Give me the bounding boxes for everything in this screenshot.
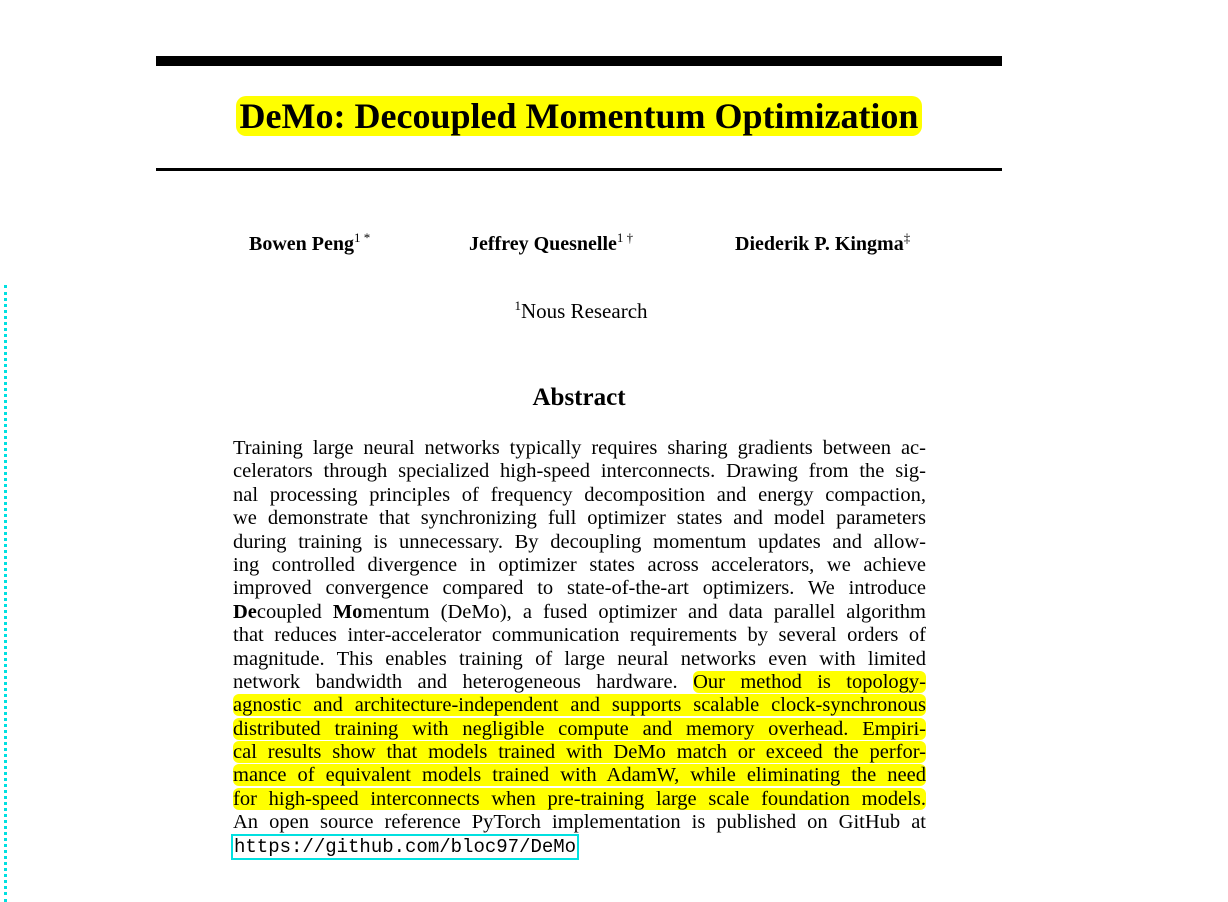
abstract-line [233, 601, 926, 624]
abstract-line [233, 764, 926, 787]
abstract-line: that reduces inter-accelerator communication requirements by several orders of [233, 624, 926, 647]
author-marks: 1 † [616, 230, 634, 245]
highlighted-text: cal results show that models trained with DeMo match or exceed the perfor- [233, 741, 926, 764]
abstract-text: network bandwidth and heterogeneous hardware. [233, 670, 694, 693]
author-2 [469, 230, 633, 256]
abstract-text: coupled [256, 600, 333, 623]
author-name: Bowen Peng [249, 233, 354, 255]
abstract-line: improved convergence compared to state-of-the-art optimizers. We introduce [233, 577, 926, 600]
title-top-rule [156, 56, 1002, 66]
highlighted-text: mance of equivalent models trained with AdamW, while eliminating the need [233, 764, 926, 787]
author-marks: 1 * [354, 230, 371, 245]
highlighted-text: Our method is topology- [693, 670, 927, 693]
abstract-line [233, 694, 926, 717]
abstract-line [233, 788, 926, 811]
abstract-line: Training large neural networks typically requires sharing gradients between ac- [233, 437, 926, 459]
author-1 [249, 230, 370, 256]
author-marks: ‡ [903, 230, 911, 245]
abstract-line: celerators through specialized high-speed interconnects. Drawing from the sig- [233, 460, 926, 483]
margin-guide [4, 285, 7, 902]
abstract-line [233, 671, 926, 694]
abstract-line: magnitude. This enables training of large neural networks even with limited [233, 647, 926, 670]
author-name: Diederik P. Kingma [735, 233, 904, 255]
author-name: Jeffrey Quesnelle [469, 233, 617, 255]
title-bottom-rule [156, 168, 1002, 171]
paper-title: DeMo: Decoupled Momentum Optimization [236, 96, 923, 136]
paper-title-container [0, 94, 1158, 138]
abstract-text: mentum (DeMo), a fused optimizer and data parallel algorithm [362, 600, 926, 623]
abstract-line: nal processing principles of frequency decomposition and energy compaction, [233, 483, 926, 506]
highlighted-text: for high-speed interconnects when pre-training large scale foundation models. [233, 787, 926, 810]
abstract-line [233, 835, 926, 858]
abstract-heading: Abstract [532, 384, 626, 411]
abstract-line: ing controlled divergence in optimizer states across accelerators, we achieve [233, 553, 926, 576]
abstract-line [233, 718, 926, 741]
github-link[interactable]: https://github.com/bloc97/DeMo [231, 834, 579, 860]
abstract-line: we demonstrate that synchronizing full optimizer states and model parameters [233, 507, 926, 530]
abstract-line: during training is unnecessary. By decoupling momentum updates and allow- [233, 530, 926, 553]
author-list [0, 226, 1228, 256]
bold-mo: Mo [332, 600, 363, 623]
affiliation [0, 298, 1162, 324]
author-3 [735, 230, 910, 256]
abstract-line [233, 741, 926, 764]
abstract-body [233, 437, 926, 858]
bold-de: De [233, 600, 257, 623]
abstract-line: An open source reference PyTorch implementation is published on GitHub at [233, 811, 926, 834]
highlighted-text: agnostic and architecture-independent and supports scalable clock-synchronous [233, 694, 926, 717]
highlighted-text: distributed training with negligible compute and memory overhead. Empiri- [233, 717, 926, 740]
affiliation-mark: 1 [514, 298, 521, 313]
affiliation-name: Nous Research [520, 299, 648, 323]
